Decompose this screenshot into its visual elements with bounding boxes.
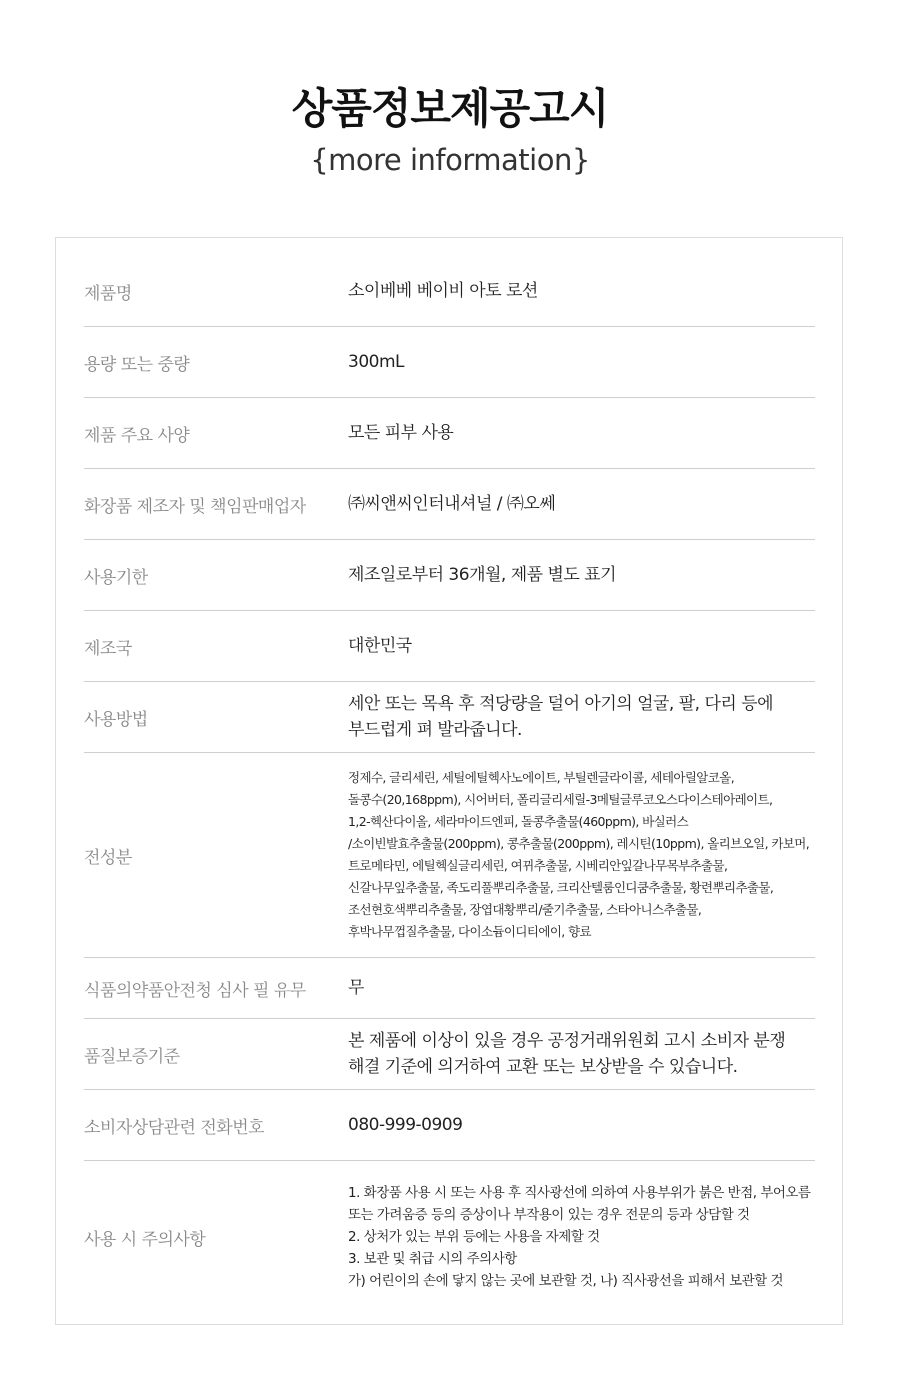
info-row-product-name [84,256,815,327]
row-value: 모든 피부 사용 [348,423,454,443]
row-label: 품질보증기준 [84,1046,180,1067]
info-row-spec [84,398,815,469]
header [0,0,900,180]
info-row-capacity [84,327,815,398]
page-title: 상품정보제공고시 [291,84,609,133]
info-table [84,256,815,1313]
row-label: 화장품 제조자 및 책임판매업자 [84,496,306,517]
row-label: 식품의약품안전청 심사 필 유무 [84,980,306,1001]
row-value: 제조일로부터 36개월, 제품 별도 표기 [348,565,617,585]
row-value: 정제수, 글리세린, 세틸에틸헥사노에이트, 부틸렌글라이콜, 세테아릴알코올, 돌콩수(20,168ppm), 시어버터, 폴리글리세릴-3메틸글루코오스다이스테아레이트, 1,2-헥산다이올, 세라마이드엔피, 돌콩추출물(460ppm), 바실러스 /소이빈발효추출물(200ppm), 콩추출물(200ppm), 레시틴(10ppm), 올리브오일, 카보머, 트로메타민, 에틸헥실글리세린, 여뀌추출물, 시베리안잎갈나무목부추출물, 신갈나무잎추출물, 족도리풀뿌리추출물, 크리산텔룸인디쿰추출물, 황련뿌리추출물, 조선현호색뿌리추출물, 장엽대황뿌리/줄기추출물, 스타아니스추출물, 후박나무껍질추출물, 다이소듐이디티에이, 향료 [348,770,810,939]
row-label: 제품명 [84,283,132,304]
row-value: 무 [348,978,364,998]
page-subtitle: {more information} [310,143,590,177]
row-label: 사용방법 [84,709,148,730]
info-row-ingredients [84,753,815,958]
row-value: 세안 또는 목욕 후 적당량을 덜어 아기의 얼굴, 팔, 다리 등에 부드럽게 펴 발라줍니다. [348,694,774,740]
info-row-usage [84,682,815,753]
row-label: 용량 또는 중량 [84,354,190,375]
row-value: 300mL [348,352,404,372]
row-value: 소이베베 베이비 아토 로션 [348,281,538,301]
row-value: 대한민국 [348,636,412,656]
info-row-manufacturer [84,469,815,540]
info-row-precautions [84,1161,815,1313]
row-label: 사용 시 주의사항 [84,1229,206,1250]
info-row-phone [84,1090,815,1161]
row-label: 소비자상담관련 전화번호 [84,1117,265,1138]
row-label: 사용기한 [84,567,148,588]
info-table-box [55,237,843,1325]
info-row-expiry [84,540,815,611]
row-label: 제조국 [84,638,132,659]
row-value: 본 제품에 이상이 있을 경우 공정거래위원회 고시 소비자 분쟁 해결 기준에 의거하여 교환 또는 보상받을 수 있습니다. [348,1031,786,1077]
row-value: ㈜씨앤씨인터내셔널 / ㈜오쎄 [348,494,556,514]
row-value: 080-999-0909 [348,1115,463,1135]
row-label: 제품 주요 사양 [84,425,190,446]
row-label: 전성분 [84,847,132,868]
row-value: 1. 화장품 사용 시 또는 사용 후 직사광선에 의하여 사용부위가 붉은 반점, 부어오름 또는 가려움증 등의 증상이나 부작용이 있는 경우 전문의 등과 상담할 것 2. 상처가 있는 부위 등에는 사용을 자제할 것 3. 보관 및 취급 시의 주의사항 가) 어린이의 손에 닿지 않는 곳에 보관할 것, 나) 직사광선을 피해서 보관할 것 [348,1185,811,1289]
info-row-quality-guarantee [84,1019,815,1090]
info-row-country [84,611,815,682]
info-row-mfds-review [84,958,815,1019]
